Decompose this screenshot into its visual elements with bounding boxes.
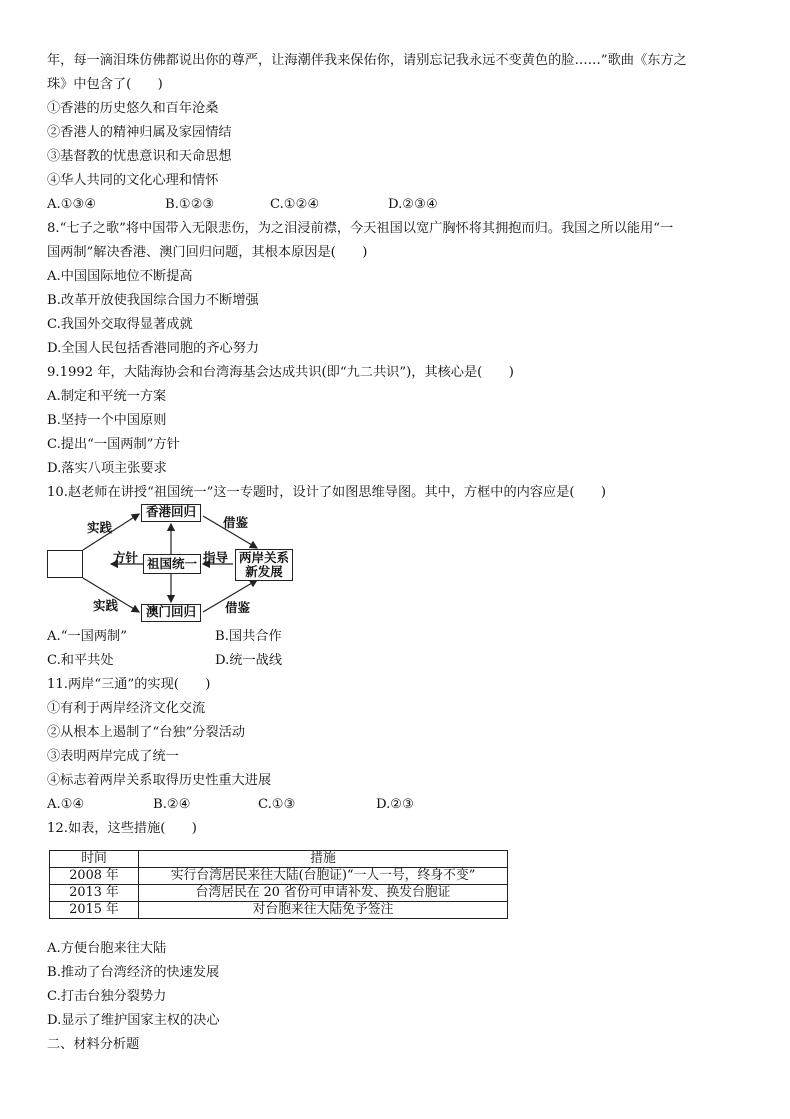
q8-option-c[interactable]: C.我国外交取得显著成就: [47, 317, 193, 332]
q10-option-d[interactable]: D.统一战线: [215, 653, 283, 668]
q7-option-c[interactable]: C.①②④: [270, 197, 320, 212]
q7-stem-line2: 珠》中包含了( ): [47, 77, 163, 92]
q9-option-d[interactable]: D.落实八项主张要求: [47, 461, 167, 476]
q12-table: [49, 850, 508, 919]
q12-option-b[interactable]: B.推动了台湾经济的快速发展: [47, 965, 220, 980]
q11-statement: ②从根本上遏制了“台独”分裂活动: [47, 725, 246, 740]
table-cell-time: 2008 年: [50, 868, 139, 885]
q10-stem: 10.赵老师在讲授“祖国统一”这一专题时，设计了如图思维导图。其中，方框中的内容应是( ): [47, 485, 607, 500]
q12-option-d[interactable]: D.显示了维护国家主权的决心: [47, 1013, 220, 1028]
table-row: [50, 885, 508, 902]
label-fangzhen: 方针: [113, 550, 139, 565]
table-cell-time: 2015 年: [50, 902, 139, 919]
q11-option-a[interactable]: A.①④: [47, 797, 85, 812]
q12-option-a[interactable]: A.方便台胞来往大陆: [47, 941, 167, 956]
mind-map-cross-strait-box: [235, 549, 293, 581]
q11-option-d[interactable]: D.②③: [376, 797, 414, 812]
q11-statement: ①有利于两岸经济文化交流: [47, 701, 206, 716]
q11-option-c[interactable]: C.①③: [258, 797, 296, 812]
label-jiejian-top: 借鉴: [223, 515, 249, 530]
q7-option-d[interactable]: D.②③④: [388, 197, 438, 212]
q11-option-b[interactable]: B.②④: [153, 797, 191, 812]
q8-option-a[interactable]: A.中国国际地位不断提高: [47, 269, 193, 284]
q7-statement: ④华人共同的文化心理和情怀: [47, 173, 219, 188]
table-header-time: 时间: [50, 851, 139, 868]
q8-option-d[interactable]: D.全国人民包括香港同胞的齐心努力: [47, 341, 260, 356]
q7-stem-line1: 年，每一滴泪珠仿佛都说出你的尊严，让海潮伴我来保佑你，请别忘记我永远不变黄色的脸……”歌曲《东方之: [47, 53, 687, 68]
q12-stem: 12.如表，这些措施( ): [47, 821, 197, 836]
q12-option-c[interactable]: C.打击台独分裂势力: [47, 989, 167, 1004]
q9-stem: 9.1992 年，大陆海协会和台湾海基会达成共识(即“九二共识”)，其核心是( ): [47, 365, 514, 380]
q10-option-b[interactable]: B.国共合作: [215, 629, 282, 644]
mind-map-macau-box: 澳门回归: [141, 604, 201, 622]
q8-stem-line2: 国两制”解决香港、澳门回归问题，其根本原因是( ): [47, 245, 368, 260]
table-row: [50, 902, 508, 919]
q7-option-b[interactable]: B.①②③: [165, 197, 215, 212]
q7-statement: ①香港的历史悠久和百年沧桑: [47, 101, 219, 116]
table-header-measure: 措施: [139, 851, 508, 868]
table-cell-measure: 对台胞来往大陆免予签注: [139, 902, 508, 919]
q7-statement: ③基督教的忧患意识和天命思想: [47, 149, 232, 164]
q10-option-c[interactable]: C.和平共处: [47, 653, 114, 668]
table-header-row: [50, 851, 508, 868]
label-zhidao: 指导: [203, 550, 229, 565]
q7-option-a[interactable]: A.①③④: [47, 197, 97, 212]
q9-option-c[interactable]: C.提出“一国两制”方针: [47, 437, 180, 452]
label-shijian-top: 实践: [87, 520, 113, 535]
mind-map-hk-box: 香港回归: [141, 504, 201, 522]
q11-stem: 11.两岸“三通”的实现( ): [47, 677, 211, 692]
q11-statement: ④标志着两岸关系取得历史性重大进展: [47, 773, 272, 788]
table-cell-measure: 实行台湾居民来往大陆(台胞证)“一人一号，终身不变”: [139, 868, 508, 885]
table-row: [50, 868, 508, 885]
q7-statement: ②香港人的精神归属及家园情结: [47, 125, 232, 140]
table-cell-time: 2013 年: [50, 885, 139, 902]
section-heading: 二、材料分析题: [47, 1037, 140, 1052]
table-cell-measure: 台湾居民在 20 省份可申请补发、换发台胞证: [139, 885, 508, 902]
q9-option-a[interactable]: A.制定和平统一方案: [47, 389, 167, 404]
q8-option-b[interactable]: B.改革开放使我国综合国力不断增强: [47, 293, 259, 308]
mind-map-center-box: 祖国统一: [143, 554, 201, 574]
cross-strait-line1: 两岸关系: [238, 550, 289, 565]
q10-option-a[interactable]: A.“一国两制”: [47, 629, 127, 644]
cross-strait-line2: 新发展: [245, 564, 283, 579]
label-jiejian-bottom: 借鉴: [225, 600, 251, 615]
q9-option-b[interactable]: B.坚持一个中国原则: [47, 413, 167, 428]
q11-statement: ③表明两岸完成了统一: [47, 749, 179, 764]
label-shijian-bottom: 实践: [93, 598, 119, 613]
mind-map-blank-box[interactable]: [47, 550, 83, 578]
q8-stem-line1: 8.“七子之歌”将中国带入无限悲伤，为之泪浸前襟，今天祖国以宽广胸怀将其拥抱而归。我国之所以能用“一: [47, 221, 674, 236]
